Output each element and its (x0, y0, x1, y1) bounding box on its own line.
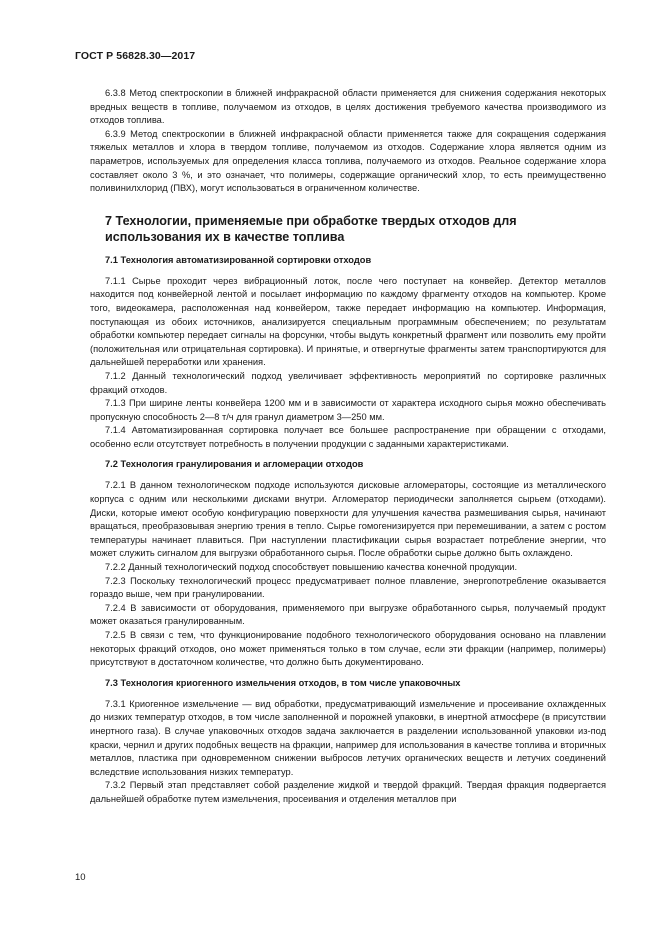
subsection-7-3-heading: 7.3 Технология криогенного измельчения отходов, в том числе упаковочных (105, 677, 461, 688)
document-body (90, 87, 606, 807)
paragraph-7-2-5: 7.2.5 В связи с тем, что функционирование подобного технологического оборудования основано на плавлении некоторых фракций отходов, оно может применяться только в том случае, если эти фракции (например, полимеры) присутствуют в достаточном количестве, что должно быть документировано. (90, 630, 606, 668)
paragraph-7-2-3: 7.2.3 Поскольку технологический процесс предусматривает полное плавление, энергопотребление оказывается гораздо выше, чем при гранулировании. (90, 575, 606, 600)
paragraph-7-2-1: 7.2.1 В данном технологическом подходе используются дисковые агломераторы, состоящие из металлического корпуса с одним или несколькими дисками внутри. Агломератор периодически заполняется сырьем (отходами). Диски, которые имеют особую конфигурацию поверхности для улучшения качества размешивания сырья, начинают вращаться, преобразовывая энергию трения в тепло. Сырье гомогенизируется при перемешивании, а затем с ростом температуры начинает плавиться. При наступлении пластификации сырья возрастает потребление энергии, что может служить сигналом для выгрузки обработанного сырья. После обработки сырье должно быть охлаждено. (90, 480, 606, 559)
paragraph-7-1-2: 7.1.2 Данный технологический подход увеличивает эффективность мероприятий по сортировке различных фракций отходов. (90, 370, 606, 395)
paragraph-6-3-8: 6.3.8 Метод спектроскопии в ближней инфракрасной области применяется для снижения содержания некоторых вредных веществ в топливе, получаемом из отходов, в целях достижения требуемого качества производимого из отходов топлива. (90, 88, 606, 126)
document-header: ГОСТ Р 56828.30—2017 (75, 50, 196, 62)
paragraph-7-3-2: 7.3.2 Первый этап представляет собой разделение жидкой и твердой фракций. Твердая фракция подвергается дальнейшей обработке путем измельчения, просеивания и отделения металлов при (90, 780, 606, 804)
paragraph-6-3-9: 6.3.9 Метод спектроскопии в ближней инфракрасной области применяется также для сокращения содержания тяжелых металлов и хлора в твердом топливе, получаемом из отходов. Содержание хлора является одним из параметров, используемых для определения класса топлива, получаемого из отходов. Реальное содержание хлора составляет около 3 %, и это означает, что полимеры, содержащие органический хлор, то есть преимущественно поливинилхлорид (ПВХ), могут использоваться в ограниченном количестве. (90, 128, 606, 194)
paragraph-7-1-1: 7.1.1 Сырье проходит через вибрационный лоток, после чего поступает на конвейер. Детектор металлов находится под конвейерной лентой и посылает информацию по каждому фрагменту отходов на компьютер. Кроме того, видеокамера, расположенная над конвейером, также передает информацию на компьютер. Информация, поступающая из обоих источников, анализируется специальным программным обеспечением; по результатам обработки компьютер передает сигналы на форсунки, чтобы выдуть конкретный фрагмент или позволить ему пройти (положительная или отрицательная сортировка). И принятые, и отвергнутые фрагменты затем транспортируются для дальнейшей переработки или хранения. (90, 275, 606, 368)
subsection-7-2-heading: 7.2 Технология гранулирования и агломерации отходов (105, 459, 364, 470)
paragraph-7-1-3: 7.1.3 При ширине ленты конвейера 1200 мм и в зависимости от характера исходного сырья можно обеспечивать пропускную способность 2—8 т/ч для гранул диаметром 3—250 мм. (90, 398, 606, 422)
page-number: 10 (75, 872, 86, 883)
paragraph-7-2-2: 7.2.2 Данный технологический подход способствует повышению качества конечной продукции. (105, 562, 518, 573)
paragraph-7-3-1: 7.3.1 Криогенное измельчение — вид обработки, предусматривающий измельчение и просеивание охлажденных до низких температур отходов, в том числе заполненной и порожней упаковки, в инертной атмосфере (в присутствии инертного газа). В случае упаковочных отходов задача заключается в разделении использованной упаковки из-под краски, чернил и других подобных веществ на фракции, например для использования в качестве топлива и вторичных металлов, пластика при одновременном снижении выбросов летучих органических веществ и летучих соединений вследствие использования низких температур. (90, 698, 606, 777)
section-7-heading: 7 Технологии, применяемые при обработке твердых отходов для использования их в качестве топлива (105, 213, 517, 244)
paragraph-7-2-4: 7.2.4 В зависимости от оборудования, применяемого при выгрузке обработанного сырья, получаемый продукт может оказаться гранулированным. (90, 602, 606, 627)
paragraph-7-1-4: 7.1.4 Автоматизированная сортировка получает все большее распространение при обращении с отходами, особенно если отсутствует потребность в получении продукции с заданными характеристиками. (90, 425, 606, 449)
subsection-7-1-heading: 7.1 Технология автоматизированной сортировки отходов (105, 254, 372, 265)
